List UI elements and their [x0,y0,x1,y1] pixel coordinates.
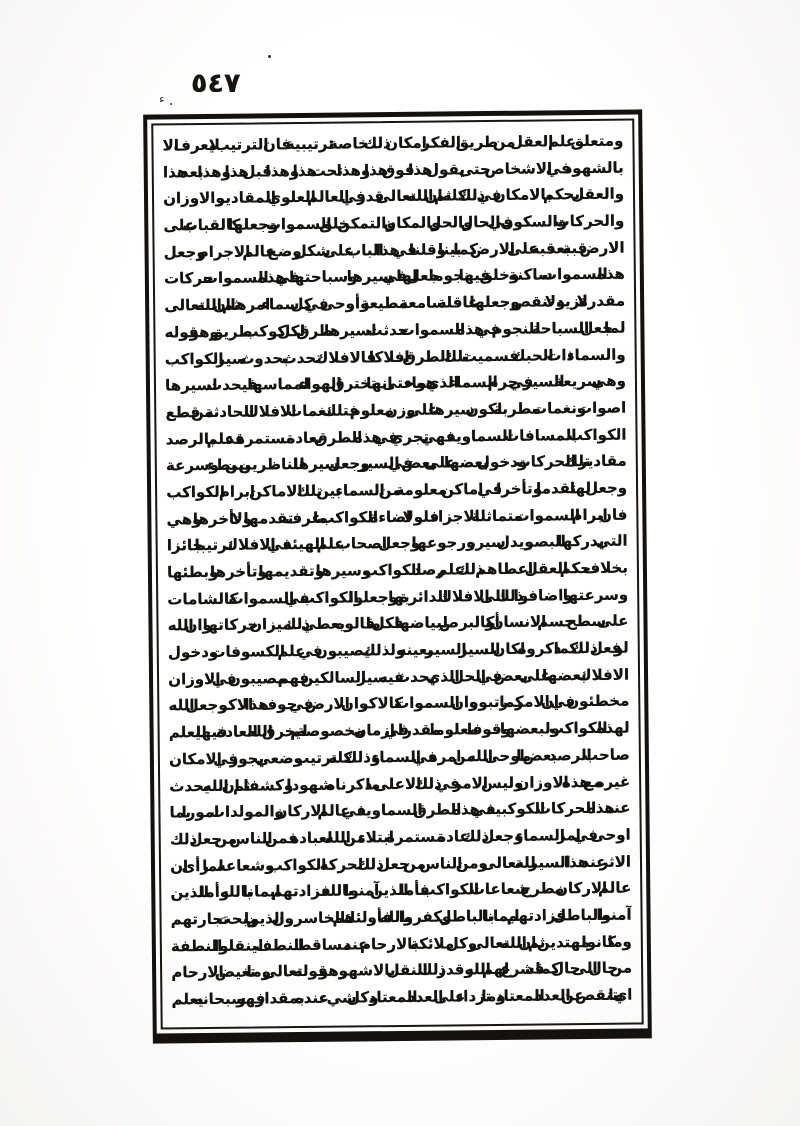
page-number: ٥٤٧ [191,68,241,99]
text-line: عالم الاركان مطرح شعاعات الكواكب فأما الذين آمنوا بالله فزادتهم ايمانا بالله وأما الذين [170,878,632,902]
text-line: بالشهود في الاشخاص حتى يقول هذا فوق هذا وهذا تحت هذا وهذا قبل هذا وهذا بعد هذا [162,158,624,182]
text-frame-border [143,109,652,1043]
text-line: الاثر عند هذا السير لله تعالى ومن الناس من جعل ذلك لحركة الكواكب وشعاعه لما رأى ان [170,852,632,875]
text-line: وسرعتها واضافوا ذلك الى الافلاك الدائرة بها وجعلوا الكواكب في السموات كالشامات [167,585,629,609]
text-line: فان ابرام السموات متماثلة الاجزاء فلولا اضاءة الكواكب ما عرف تقدمها ولا تأخرها وهي [166,505,628,529]
text-line: مقادير تلك الحركات ودخول بعضها على بعض في السير وجعل سيرها للناظرين بين بطء وسرعة [165,451,627,475]
text-line: وما كانوا مهتدين ثم ان الله تعالى وكل ملائكة بالارحام عند مساقط النطف لينقلوا النطفة [170,932,632,956]
text-line: مقدرة لا تزيد ولا تنقص وجعلها عاقلة سامعة مطيعة وأوحى في كل سماء امرها ثم ان الله تعالى [164,291,626,315]
text-line: من حال الى حال كما قد شرع لهم الله وقدر ذلك النقل بالاشهر وهو قوله تعالى وما تغيض الارحام [171,958,633,982]
ink-speck [268,55,271,58]
text-line: هذه السموات ساكنة وخلق فيها نجوما جعل لها في سيرها وسباحتها في هذه السموات حركات [163,265,625,288]
text-line: لما جعل السباحة للنجوم في هذه السموات حدثت لسيرها طرق لكل كوكب طريق وهو قوله [164,318,626,342]
text-line: اي ما تنقص عن العدد المعتاد وما تزداد على العدد المعتاد وكل شيء عنده بمقدار فهو سبحانه يعلم [171,985,633,1009]
text-line: وجعل لها تقدما وتأخرا في اماكن معلومة من السماء بين تلك الاماكن ابرام الكواكب [166,478,628,502]
text-line: مخطئون في ان الامر كما رتبوه وان السموات كالاكر وان الارض في جوف هذا الاكر وجعل الله [168,692,630,715]
text-line: اصوات ونغمات مطربة لكون سيرها على وزن معلوم فتلك نغمات الافلاك الحادثة من قطع [165,398,627,422]
text-line: الارض قبة بعد قبة على الارض كما بينا وقلنا في هذا الباب على شكل وضع عالم الاجرام وجعل [163,238,625,262]
text-frame-inner-rule [151,118,643,1029]
text-line: لو فعل ذلك كما ذكروه لكان السير السير بعينه ولذلك يصيبون في علم الكسوفات ودخول [167,638,629,662]
ink-speck [170,103,172,105]
text-line: صاحب الرصد بعض ما اوحى الله من امره في السماء وذلك كله ترتيب وضعي يجوز في الامكان [168,745,630,769]
text-block [153,121,641,1028]
text-line: الافلاك بعضها على بعض في الحل الذي يحدث فيه سير السالكين فهم مصيبون في الاوزان [168,665,630,689]
text-line: الكواكب المسافات السماوية فهي تجري في هذه الطرق بعادة مستمرة قد علم بالرصد [165,425,627,448]
text-line: والعقل يحكم بالامكان في ذلك كله ثم ان الله تعالى قدر في العالم العلوي المقادير والاوزان [163,184,625,208]
margin-mark: ء [159,92,165,106]
text-line: غيره مع هذه الاوزان وليس الامر في ذلك الاعلى ما ذكرناه شهودا وكشفا ثم ان الله يحدث [169,772,631,795]
text-line: اوحى في امر السماء وجعل ذلك عادة مستمرة ابتلاء من الله لعباده فمن الناس من جعل ذلك [169,825,631,849]
text-line: وهي سريعة السير في جرم السماء الذي هو ماء حتى انها تخترق الهواء لمماسها فيحدث لسيرها [165,371,627,395]
text-line: آمنوا بالباطل فزادتهم ايمانا بالباطل وكفروا بالله فأولئك هم الخاسرون الذين ما ربحت تجارتهم [170,905,632,929]
text-line: بخلاف حكم العقل اعطاهم ذلك علم رصد الكواكب وسيرها وتقديمها وتأخرها وبطئها [167,558,629,582]
text-line: على سطح جسم الانسان أو كالبرص لبياضها فكل ما قالوه يعطي ذلك ميزان حركاتها وان الله [167,611,629,635]
text-line: التي يدركها البصر ويدل سيره ورجوعها وجعل اصحاب علم الهيئة في الافلاك ترتيبا جائزا [166,531,628,555]
text-line: لهذه الكواكب ولبعضها وقوفا معلوما مقدرا في ازمان مخصوصة لم يخرق الله العادة فيها ليعلم [168,718,630,742]
text-line: والسماء ذات الحبك فسميت تلك الطرق افلاكا فالافلاك تحدث بحدوث سير الكواكب [164,345,626,368]
text-line: ومتعلق علم العقل من طريق الفكر امكان ذلك خاصة : ترتيبية فان الترتيب لا يعرف الا [162,131,624,155]
text-line: عند هذه الحركات الكوكبية في هذه الطرق السماوية في عالم الاركان والمولدات امورا بما [169,798,631,822]
text-line: والحركات والسكون في الحال والحل والمكان والتمكن خلق السموات وجعلها كالقباب على [163,211,625,235]
